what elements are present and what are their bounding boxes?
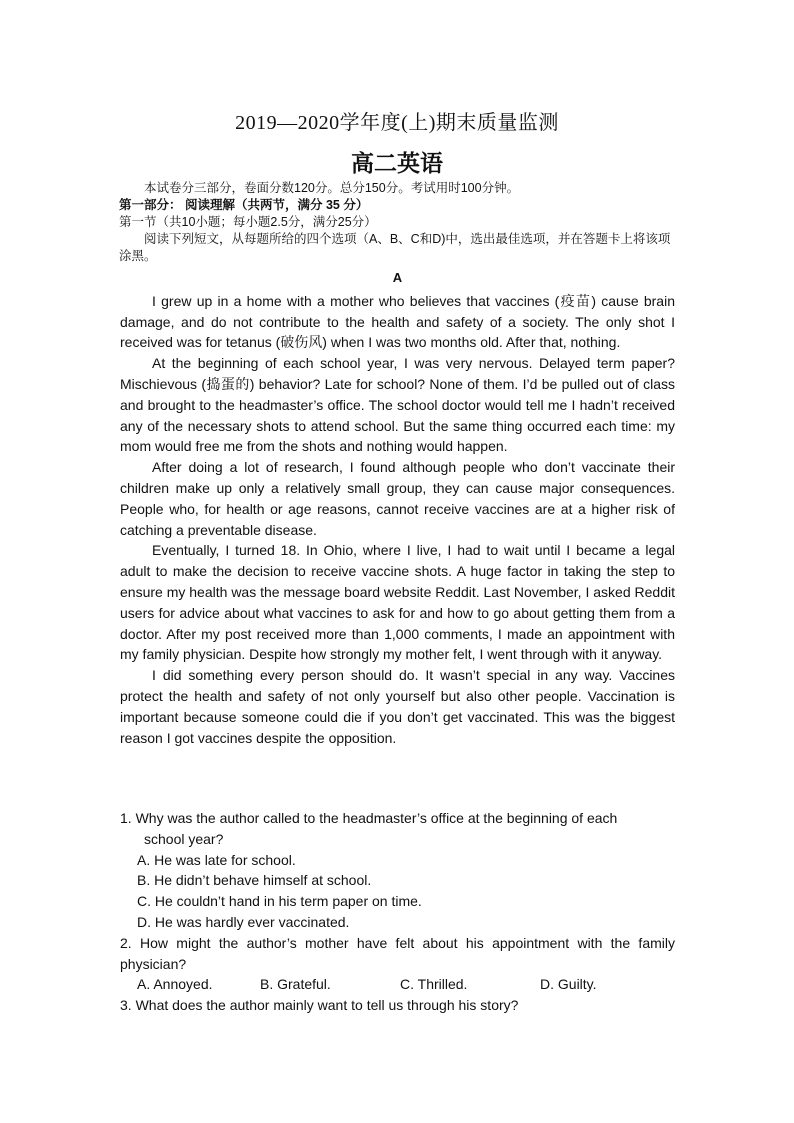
passage-a	[120, 268, 675, 748]
question-2	[120, 933, 675, 995]
exam-title: 2019—2020学年度(上)期末质量监测	[235, 112, 559, 134]
instructions: 阅读下列短文，从每题所给的四个选项（A、B、C和D)中，选出最佳选项，并在答题卡上将该项涂黑。	[119, 232, 671, 263]
option-d: D. Guilty.	[540, 976, 597, 993]
passage-paragraph: I grew up in a home with a mother who believes that vaccines (疫苗) cause brain damage, and do not contribute to the health and safety of a society. The only shot I received was for tetanus (破伤风) when I was two months old. After that, nothing.	[120, 292, 675, 351]
option-d: D. He was hardly ever vaccinated.	[137, 913, 350, 930]
option-c: C. Thrilled.	[400, 976, 468, 993]
option-c: C. He couldn’t hand in his term paper on time.	[137, 893, 422, 910]
question-stem: 2. How might the author’s mother have felt about his appointment with the family physician?	[120, 934, 675, 972]
passage-paragraph: I did something every person should do. It wasn’t special in any way. Vaccines protect the health and safety of not only yourself but also other people. Vaccination is important because someone could die if you don’t get vaccinated. This was the biggest reason I got vaccines despite the opposition.	[120, 667, 675, 746]
passage-label: A	[392, 270, 403, 285]
option-a: A. Annoyed.	[137, 976, 213, 993]
exam-subject: 高二英语	[351, 150, 443, 177]
part-one-heading: 第一部分： 阅读理解（共两节，满分 35 分）	[119, 198, 369, 212]
question-stem: 1. Why was the author called to the headmaster’s office at the beginning of each	[120, 810, 618, 826]
intro-section	[119, 180, 675, 265]
question-stem: 3. What does the author mainly want to tell us through his story?	[120, 997, 519, 1014]
questions-section	[120, 808, 675, 1016]
question-stem-cont: school year?	[144, 830, 224, 847]
question-3	[120, 995, 675, 1016]
section-one-heading: 第一节（共10小题；每小题2.5分，满分25分）	[119, 215, 377, 229]
passage-paragraph: After doing a lot of research, I found although people who don’t vaccinate their children make up only a relatively small group, they can cause major consequences. People who, for health or age reasons, cannot receive vaccines are at a higher risk of catching a preventable disease.	[120, 459, 675, 538]
option-a: A. He was late for school.	[137, 851, 296, 868]
option-b: B. Grateful.	[260, 976, 331, 993]
option-b: B. He didn’t behave himself at school.	[137, 872, 372, 889]
options-row	[120, 974, 675, 995]
question-1	[120, 808, 675, 933]
passage-paragraph: Eventually, I turned 18. In Ohio, where I live, I had to wait until I became a legal adult to make the decision to receive vaccine shots. A huge factor in taking the step to ensure my health was the message board website Reddit. Last November, I asked Reddit users for advice about what vaccines to ask for and how to go about getting them from a doctor. After my post received more than 1,000 comments, I made an appointment with my family physician. Despite how strongly my mother felt, I went through with it anyway.	[120, 542, 675, 663]
passage-paragraph: At the beginning of each school year, I was very nervous. Delayed term paper? Mischievous (捣蛋的) behavior? Late for school? None of them. I’d be pulled out of class and brought to the headmaster’s office. The school doctor would tell me I hadn’t received any of the necessary shots to attend school. But the same thing occurred each time: my mom would free me from the shots and nothing would happen.	[120, 355, 675, 455]
exam-note: 本试卷分三部分，卷面分数120分。总分150分。考试用时100分钟。	[144, 181, 520, 195]
